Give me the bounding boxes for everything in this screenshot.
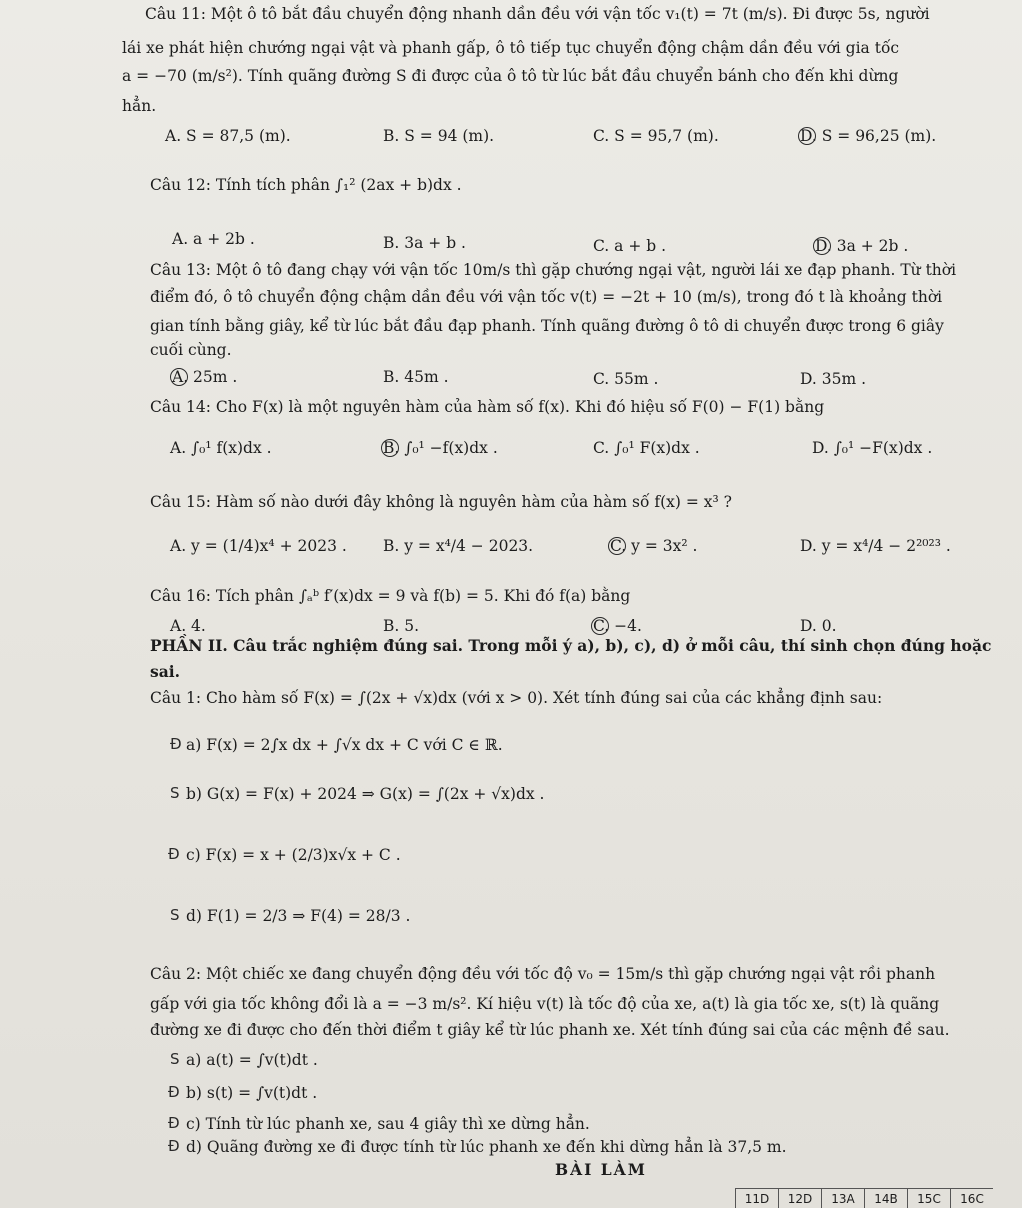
q12-opt-d: D. 3a + 2b .	[815, 237, 909, 255]
answer-box: 12D	[778, 1188, 821, 1208]
q15-opt-a: A. y = (1/4)x⁴ + 2023 .	[170, 537, 347, 555]
q13-line2: điểm đó, ô tô chuyển động chậm dần đều với vận tốc v(t) = −2t + 10 (m/s), trong đó t là khoảng thời	[150, 288, 943, 306]
q11-opt-a: A. S = 87,5 (m).	[165, 127, 291, 145]
q12-opt-c: C. a + b .	[593, 237, 667, 255]
q13-line4: cuối cùng.	[150, 341, 232, 359]
q16-opt-b: B. 5.	[383, 617, 420, 635]
q12-opt-a: A. a + 2b .	[172, 230, 255, 248]
bai-lam-heading: BÀI LÀM	[555, 1160, 647, 1179]
q11-opt-d: D. S = 96,25 (m).	[800, 127, 937, 145]
answer-box: 11D	[735, 1188, 778, 1208]
q12-text: Câu 12: Tính tích phân ∫₁² (2ax + b)dx .	[150, 176, 462, 194]
answer-circle-q15	[608, 537, 626, 555]
q12-opt-b: B. 3a + b .	[383, 234, 466, 252]
q11-line4: hẳn.	[122, 97, 157, 115]
q14-text: Câu 14: Cho F(x) là một nguyên hàm của hàm số f(x). Khi đó hiệu số F(0) − F(1) bằng	[150, 398, 825, 416]
p2-q1-text: Câu 1: Cho hàm số F(x) = ∫(2x + √x)dx (với x > 0). Xét tính đúng sai của các khẳng định sau:	[150, 689, 883, 707]
q15-opt-d: D. y = x⁴/4 − 2²⁰²³ .	[800, 537, 951, 555]
q13-opt-a: A. 25m .	[172, 368, 238, 386]
q16-opt-a: A. 4.	[170, 617, 206, 635]
p2-q2-line3: đường xe đi được cho đến thời điểm t giây kể từ lúc phanh xe. Xét tính đúng sai của các mệnh đề sau.	[150, 1021, 950, 1039]
answer-box: 16C	[950, 1188, 993, 1208]
p2-q2-a: a) a(t) = ∫v(t)dt .	[186, 1051, 318, 1069]
handwritten-mark-q2b: Đ	[168, 1083, 180, 1101]
q13-line1: Câu 13: Một ô tô đang chạy với vận tốc 10m/s thì gặp chướng ngại vật, người lái xe đạp phanh. Từ thời	[150, 261, 957, 279]
q11-line2: lái xe phát hiện chướng ngại vật và phanh gấp, ô tô tiếp tục chuyển động chậm dần đều với gia tốc	[122, 39, 900, 57]
q14-opt-d: D. ∫₀¹ −F(x)dx .	[812, 439, 933, 457]
q11-opt-c: C. S = 95,7 (m).	[593, 127, 719, 145]
p2-q1-a: a) F(x) = 2∫x dx + ∫√x dx + C với C ∈ ℝ.	[186, 736, 503, 754]
q13-line3: gian tính bằng giây, kể từ lúc bắt đầu đạp phanh. Tính quãng đường ô tô di chuyển được trong 6 giây	[150, 317, 944, 335]
handwritten-mark-q1b: S	[170, 784, 180, 802]
part2-heading-cont: sai.	[150, 662, 181, 681]
p2-q1-b: b) G(x) = F(x) + 2024 ⇒ G(x) = ∫(2x + √x)dx .	[186, 785, 545, 803]
answer-box: 14B	[864, 1188, 907, 1208]
answer-circle-q11	[798, 127, 816, 145]
p2-q2-line1: Câu 2: Một chiếc xe đang chuyển động đều với tốc độ v₀ = 15m/s thì gặp chướng ngại vật rồi phanh	[150, 965, 936, 983]
q13-opt-d: D. 35m .	[800, 370, 867, 388]
q15-text: Câu 15: Hàm số nào dưới đây không là nguyên hàm của hàm số f(x) = x³ ?	[150, 493, 732, 511]
handwritten-mark-q2a: S	[170, 1050, 180, 1068]
answer-grid	[735, 1188, 993, 1208]
q15-opt-c: C. y = 3x² .	[610, 537, 698, 555]
handwritten-mark-q2c: Đ	[168, 1114, 180, 1132]
answer-circle-q13	[170, 368, 188, 386]
p2-q2-c: c) Tính từ lúc phanh xe, sau 4 giây thì xe dừng hẳn.	[186, 1115, 590, 1133]
q14-opt-a: A. ∫₀¹ f(x)dx .	[170, 439, 272, 457]
p2-q2-b: b) s(t) = ∫v(t)dt .	[186, 1084, 318, 1102]
answer-box: 13A	[821, 1188, 864, 1208]
q11-opt-b: B. S = 94 (m).	[383, 127, 495, 145]
answer-circle-q14	[381, 439, 399, 457]
q14-opt-b: B. ∫₀¹ −f(x)dx .	[383, 439, 498, 457]
p2-q1-d: d) F(1) = 2/3 ⇒ F(4) = 28/3 .	[186, 907, 411, 925]
p2-q1-c: c) F(x) = x + (2/3)x√x + C .	[186, 846, 401, 864]
q11-line1: Câu 11: Một ô tô bắt đầu chuyển động nhanh dần đều với vận tốc v₁(t) = 7t (m/s). Đi được 5s, người	[145, 5, 930, 23]
handwritten-mark-q1d: S	[170, 906, 180, 924]
handwritten-mark-q1c: Đ	[168, 845, 180, 863]
handwritten-mark-q2d: Đ	[168, 1137, 180, 1155]
answer-circle-q12	[813, 237, 831, 255]
q11-line3: a = −70 (m/s²). Tính quãng đường S đi được của ô tô từ lúc bắt đầu chuyển bánh cho đến khi dừng	[122, 67, 899, 85]
handwritten-mark-q1a: Đ	[170, 735, 182, 753]
q16-opt-c: C. −4.	[593, 617, 642, 635]
q14-opt-c: C. ∫₀¹ F(x)dx .	[593, 439, 700, 457]
answer-circle-q16	[591, 617, 609, 635]
q15-opt-b: B. y = x⁴/4 − 2023.	[383, 537, 534, 555]
part2-heading: PHẦN II. Câu trắc nghiệm đúng sai. Trong mỗi ý a), b), c), d) ở mỗi câu, thí sinh chọn đúng hoặc	[150, 636, 992, 655]
q13-opt-b: B. 45m .	[383, 368, 449, 386]
q16-text: Câu 16: Tích phân ∫ₐᵇ f′(x)dx = 9 và f(b) = 5. Khi đó f(a) bằng	[150, 587, 631, 605]
q13-opt-c: C. 55m .	[593, 370, 659, 388]
p2-q2-line2: gấp với gia tốc không đổi là a = −3 m/s². Kí hiệu v(t) là tốc độ của xe, a(t) là gia tốc xe, s(t) là quãng	[150, 995, 940, 1013]
q16-opt-d: D. 0.	[800, 617, 837, 635]
answer-box: 15C	[907, 1188, 950, 1208]
p2-q2-d: d) Quãng đường xe đi được tính từ lúc phanh xe đến khi dừng hẳn là 37,5 m.	[186, 1138, 787, 1156]
